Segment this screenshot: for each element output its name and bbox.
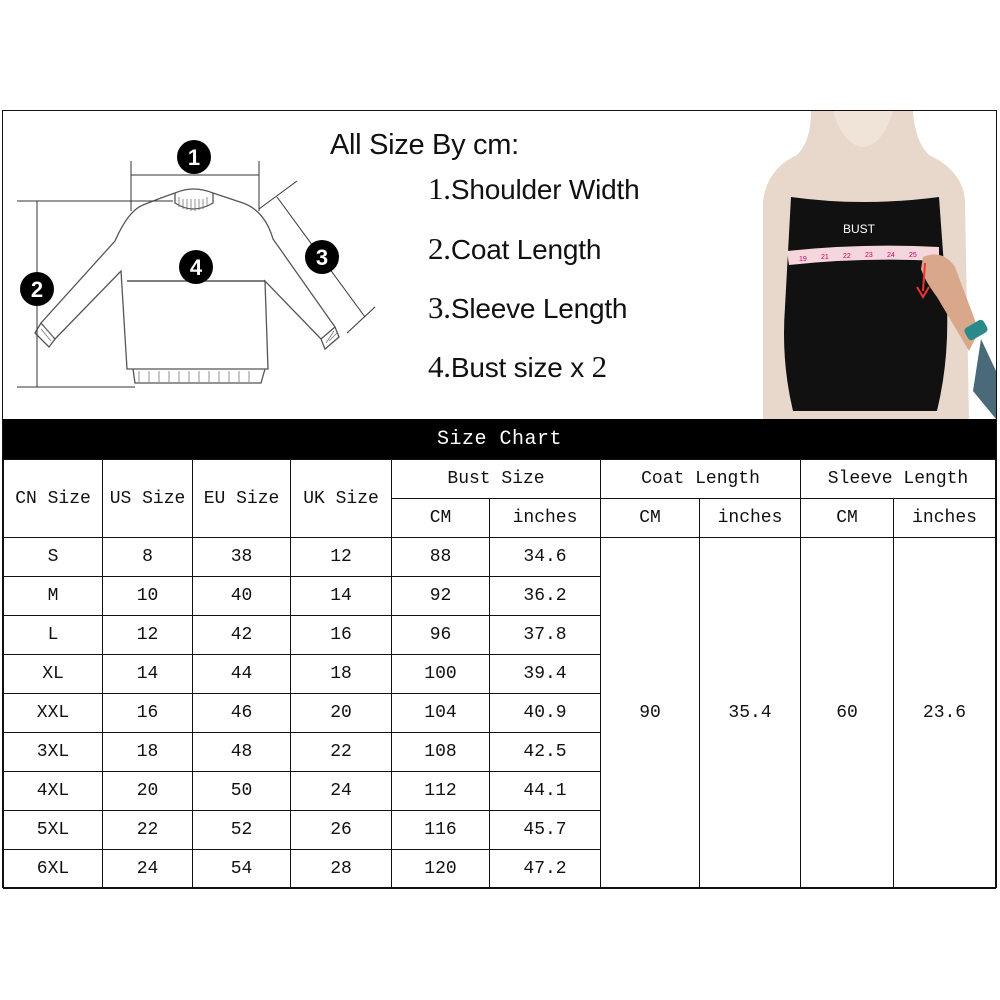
cell-bust-inches: 37.8 (490, 616, 601, 655)
cell-bust-cm: 104 (392, 694, 490, 733)
cell-cn: L (4, 616, 103, 655)
svg-text:25: 25 (909, 252, 917, 259)
size-chart-table (3, 459, 996, 889)
header-eu-size: EU Size (193, 460, 291, 538)
cell-uk: 20 (291, 694, 392, 733)
cell-uk: 16 (291, 616, 392, 655)
header-bust-size: Bust Size (392, 460, 601, 499)
cell-cn: XXL (4, 694, 103, 733)
legend-title: All Size By cm: (330, 129, 519, 161)
cell-us: 14 (103, 655, 193, 694)
legend-item-sleeve-length: 3.Sleeve Length (428, 290, 628, 325)
cell-us: 22 (103, 811, 193, 850)
cell-cn: 6XL (4, 850, 103, 889)
cell-bust-cm: 88 (392, 538, 490, 577)
legend-item-coat-length: 2.Coat Length (428, 231, 602, 266)
header-bust-cm: CM (392, 499, 490, 538)
cell-bust-cm: 112 (392, 772, 490, 811)
cell-eu: 50 (193, 772, 291, 811)
marker-4: 4 (189, 255, 203, 280)
cell-bust-inches: 47.2 (490, 850, 601, 889)
cell-bust-inches: 45.7 (490, 811, 601, 850)
header-cn-size: CN Size (4, 460, 103, 538)
cell-cn: 3XL (4, 733, 103, 772)
cell-eu: 38 (193, 538, 291, 577)
header-sleeve-inches: inches (894, 499, 996, 538)
cell-uk: 24 (291, 772, 392, 811)
cell-uk: 12 (291, 538, 392, 577)
bust-measurement-photo (733, 111, 996, 419)
cell-cn: XL (4, 655, 103, 694)
cell-bust-cm: 100 (392, 655, 490, 694)
measurement-legend (328, 129, 728, 409)
cell-cn: M (4, 577, 103, 616)
cell-eu: 46 (193, 694, 291, 733)
legend-item-shoulder-width: 1.Shoulder Width (428, 171, 640, 206)
header-coat-inches: inches (700, 499, 801, 538)
cell-eu: 52 (193, 811, 291, 850)
cell-bust-inches: 36.2 (490, 577, 601, 616)
header-coat-cm: CM (601, 499, 700, 538)
cell-us: 12 (103, 616, 193, 655)
bust-tag: BUST (842, 222, 876, 236)
marker-2: 2 (30, 277, 44, 302)
header-sleeve-cm: CM (801, 499, 894, 538)
cell-uk: 18 (291, 655, 392, 694)
cell-us: 8 (103, 538, 193, 577)
cell-uk: 28 (291, 850, 392, 889)
cell-us: 18 (103, 733, 193, 772)
cell-bust-cm: 96 (392, 616, 490, 655)
svg-text:23: 23 (865, 252, 873, 259)
header-uk-size: UK Size (291, 460, 392, 538)
cell-cn: 4XL (4, 772, 103, 811)
cell-eu: 54 (193, 850, 291, 889)
header-sleeve-length: Sleeve Length (801, 460, 996, 499)
header-us-size: US Size (103, 460, 193, 538)
svg-text:24: 24 (887, 252, 895, 259)
marker-3: 3 (315, 245, 329, 270)
cell-bust-inches: 34.6 (490, 538, 601, 577)
cell-eu: 48 (193, 733, 291, 772)
cell-sleeve-inches: 23.6 (894, 538, 996, 889)
header-coat-length: Coat Length (601, 460, 801, 499)
cell-uk: 22 (291, 733, 392, 772)
cell-bust-cm: 108 (392, 733, 490, 772)
cell-bust-inches: 42.5 (490, 733, 601, 772)
size-chart-banner: Size Chart (3, 419, 996, 459)
cell-eu: 40 (193, 577, 291, 616)
cell-cn: 5XL (4, 811, 103, 850)
size-guide-frame (2, 110, 997, 888)
cell-bust-inches: 40.9 (490, 694, 601, 733)
marker-1: 1 (187, 145, 201, 170)
cell-coat-inches: 35.4 (700, 538, 801, 889)
cell-us: 24 (103, 850, 193, 889)
cell-uk: 26 (291, 811, 392, 850)
cell-us: 16 (103, 694, 193, 733)
cell-eu: 44 (193, 655, 291, 694)
svg-text:21: 21 (821, 254, 829, 261)
header-bust-inches: inches (490, 499, 601, 538)
legend-item-bust-size: 4.Bust size x 2 (428, 349, 607, 384)
cell-eu: 42 (193, 616, 291, 655)
cell-bust-cm: 116 (392, 811, 490, 850)
cell-bust-cm: 120 (392, 850, 490, 889)
cell-sleeve-cm: 60 (801, 538, 894, 889)
svg-text:22: 22 (843, 253, 851, 260)
cell-bust-cm: 92 (392, 577, 490, 616)
cell-bust-inches: 44.1 (490, 772, 601, 811)
table-row (4, 538, 996, 577)
cell-us: 10 (103, 577, 193, 616)
cell-uk: 14 (291, 577, 392, 616)
svg-text:19: 19 (799, 256, 807, 263)
cell-cn: S (4, 538, 103, 577)
cell-coat-cm: 90 (601, 538, 700, 889)
cell-bust-inches: 39.4 (490, 655, 601, 694)
cell-us: 20 (103, 772, 193, 811)
